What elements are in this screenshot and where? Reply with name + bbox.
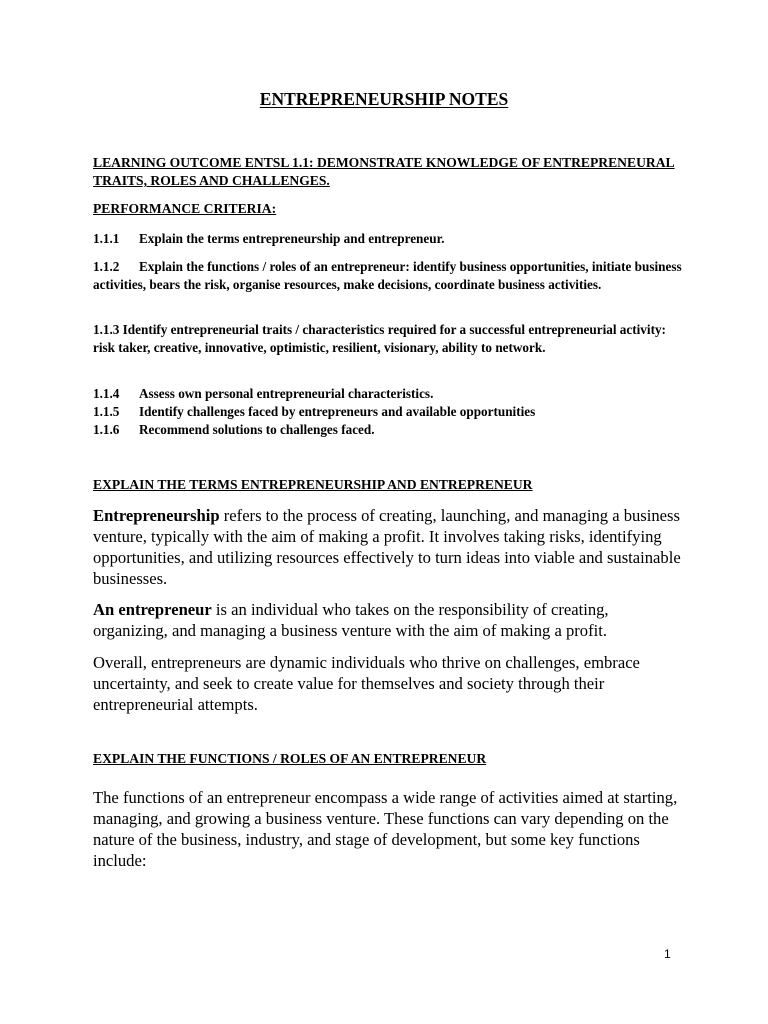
- criterion-1-1-3: [93, 321, 683, 357]
- criterion-text: Recommend solutions to challenges faced.: [139, 422, 375, 437]
- criterion-number: 1.1.1: [93, 231, 120, 246]
- paragraph-entrepreneur-definition: [93, 599, 681, 641]
- criterion-number: 1.1.2: [93, 259, 120, 274]
- definition-text: refers to the process of creating, launching, and managing a business venture, typically with the aim of making a profit. It involves taking risks, identifying opportunities, and utilizing resources effectively to turn ideas into viable and sustainable businesses.: [93, 506, 681, 588]
- criterion-text: Explain the functions / roles of an entrepreneur: identify business opportunities, initiate business activities, bears the risk, organise resources, make decisions, coordinate business activities.: [93, 259, 682, 292]
- criterion-number: 1.1.3: [93, 322, 120, 337]
- document-title: ENTREPRENEURSHIP NOTES: [259, 89, 509, 109]
- section-heading-terms: EXPLAIN THE TERMS ENTREPRENEURSHIP AND ENTREPRENEUR: [93, 477, 533, 492]
- criterion-text: Identify challenges faced by entrepreneurs and available opportunities: [139, 404, 536, 419]
- criterion-1-1-2: [93, 258, 683, 294]
- criterion-number: 1.1.5: [93, 404, 120, 419]
- term-entrepreneur: An entrepreneur: [93, 600, 212, 619]
- performance-criteria-label: PERFORMANCE CRITERIA:: [93, 201, 277, 216]
- criterion-text: Explain the terms entrepreneurship and entrepreneur.: [139, 231, 445, 246]
- criterion-1-1-6: [93, 421, 683, 439]
- criterion-1-1-4: [93, 385, 683, 403]
- paragraph-entrepreneurship-definition: [93, 505, 681, 589]
- section-heading-functions: EXPLAIN THE FUNCTIONS / ROLES OF AN ENTREPRENEUR: [93, 751, 487, 766]
- criterion-text: Assess own personal entrepreneurial characteristics.: [139, 386, 434, 401]
- paragraph-overall: Overall, entrepreneurs are dynamic individuals who thrive on challenges, embrace uncertainty, and seek to create value for themselves and society through their entrepreneurial attempts.: [93, 653, 640, 714]
- criterion-1-1-1: [93, 230, 683, 248]
- criterion-1-1-5: [93, 403, 683, 421]
- criterion-number: 1.1.6: [93, 422, 120, 437]
- page-number: 1: [664, 947, 671, 961]
- definition-text: is an individual who takes on the responsibility of creating, organizing, and managing a business venture with the aim of making a profit.: [93, 600, 609, 640]
- criterion-number: 1.1.4: [93, 386, 120, 401]
- paragraph-functions-intro: The functions of an entrepreneur encompass a wide range of activities aimed at starting, managing, and growing a business venture. These functions can vary depending on the nature of the business, industry, and stage of development, but some key functions include:: [93, 788, 678, 870]
- term-entrepreneurship: Entrepreneurship: [93, 506, 220, 525]
- learning-outcome: LEARNING OUTCOME ENTSL 1.1: DEMONSTRATE KNOWLEDGE OF ENTREPRENEURAL TRAITS, ROLES AND CHALLENGES.: [93, 155, 675, 188]
- criterion-text: Identify entrepreneurial traits / characteristics required for a successful entrepreneurial activity: risk taker, creative, innovative, optimistic, resilient, visionary, ability to network.: [93, 322, 666, 355]
